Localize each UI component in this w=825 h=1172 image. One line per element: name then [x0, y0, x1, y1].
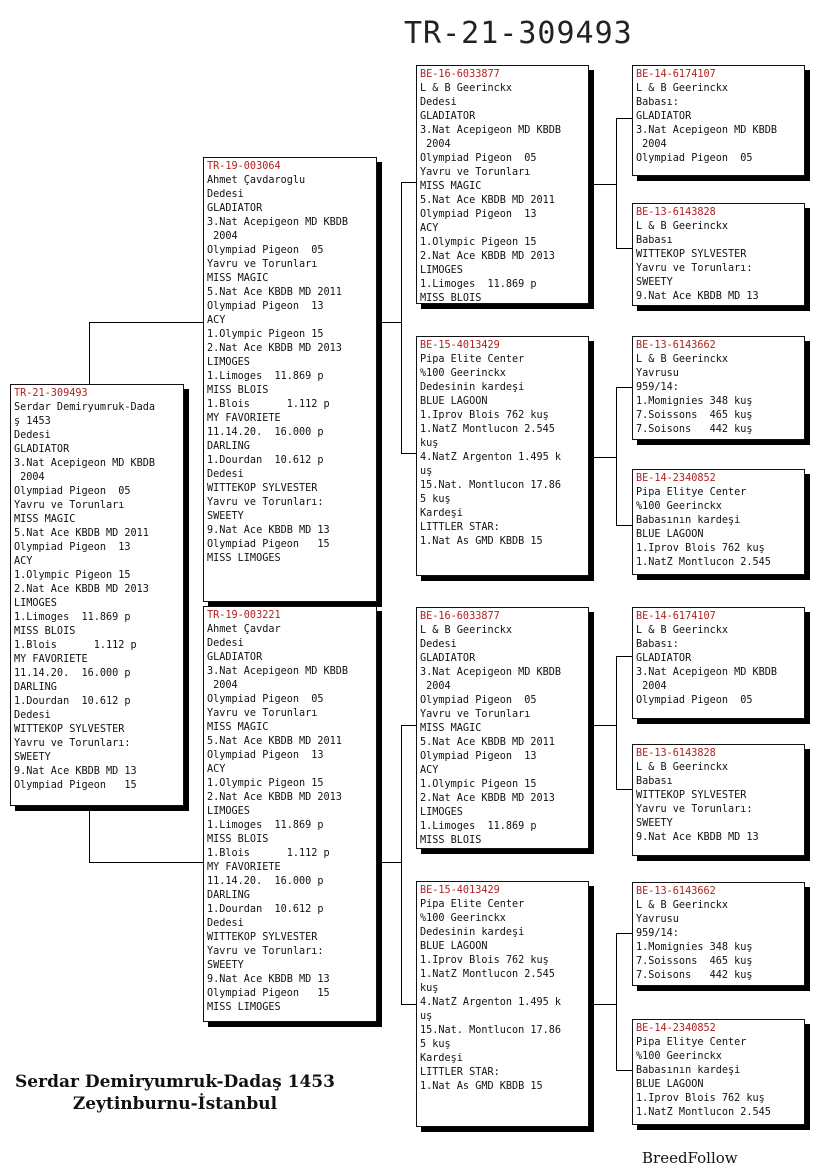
- card-text-line: 1.Dourdan 10.612 p: [207, 455, 324, 466]
- card-text-line: Olympiad Pigeon 13: [14, 542, 131, 553]
- card-text-line: 9.Nat Ace KBDB MD 13: [636, 291, 759, 302]
- card-text-line: Olympiad Pigeon 05: [420, 153, 537, 164]
- card-text-line: 3.Nat Acepigeon MD KBDB: [207, 217, 349, 228]
- card-text-line: 11.14.20. 16.000 p: [207, 427, 324, 438]
- card-text-line: SWEETY: [636, 818, 673, 829]
- card-text-line: Olympiad Pigeon 13: [207, 750, 324, 761]
- card-text-line: GLADIATOR: [14, 444, 70, 455]
- ring-number: BE-15-4013429: [420, 885, 500, 896]
- card-text-line: 2.Nat Ace KBDB MD 2013: [420, 251, 555, 262]
- card-text-line: 2004: [636, 139, 667, 150]
- card-text-line: 3.Nat Acepigeon MD KBDB: [14, 458, 156, 469]
- card-text-line: MY FAVORIETE: [207, 862, 281, 873]
- sire-card[interactable]: [203, 157, 377, 602]
- card-text-line: BLUE LAGOON: [636, 529, 704, 540]
- card-text-line: L & B Geerinckx: [420, 625, 513, 636]
- card-text-line: 9.Nat Ace KBDB MD 13: [207, 525, 330, 536]
- card-text-line: Olympiad Pigeon 15: [207, 988, 330, 999]
- card-text-line: Pipa Elitye Center: [636, 1037, 747, 1048]
- card-text-line: 1.Nat As GMD KBDB 15: [420, 1081, 543, 1092]
- card-text-line: kuş: [420, 983, 439, 994]
- card-text-line: 1.Limoges 11.869 p: [207, 371, 324, 382]
- connector-line: [589, 725, 617, 726]
- card-text-line: SWEETY: [636, 277, 673, 288]
- card-text-line: SWEETY: [207, 960, 244, 971]
- card-text-line: LIMOGES: [207, 357, 250, 368]
- card-text-line: Dedesi: [207, 918, 244, 929]
- card-text-line: 11.14.20. 16.000 p: [14, 668, 131, 679]
- card-text-line: 1.Limoges 11.869 p: [14, 612, 131, 623]
- card-text-line: MY FAVORIETE: [207, 413, 281, 424]
- great-grandparent-card[interactable]: [632, 203, 805, 306]
- card-text-line: SWEETY: [207, 511, 244, 522]
- card-text-line: Kardeşi: [420, 1053, 463, 1064]
- card-text-line: Yavru ve Torunları: [207, 708, 318, 719]
- card-text-line: 9.Nat Ace KBDB MD 13: [207, 974, 330, 985]
- connector-line: [401, 453, 417, 454]
- owner-line-1: Serdar Demiryumruk-Dadaş 1453: [15, 1072, 335, 1092]
- card-text-line: Yavru ve Torunları:: [207, 946, 324, 957]
- card-text-line: Yavru ve Torunları:: [636, 263, 753, 274]
- card-text-line: LIMOGES: [14, 598, 57, 609]
- card-text-line: 1.Iprov Blois 762 kuş: [420, 410, 549, 421]
- ring-number: TR-19-003064: [207, 161, 281, 172]
- card-text-line: BLUE LAGOON: [636, 1079, 704, 1090]
- connector-line: [616, 248, 632, 249]
- connector-line: [616, 118, 617, 249]
- great-grandparent-card[interactable]: [632, 882, 805, 986]
- sire-dam-card[interactable]: [416, 336, 589, 576]
- card-text-line: Yavru ve Torunları: [420, 167, 531, 178]
- card-text-line: LITTLER STAR:: [420, 522, 500, 533]
- connector-line: [401, 182, 402, 454]
- connector-line: [616, 525, 632, 526]
- card-text-line: L & B Geerinckx: [636, 900, 729, 911]
- card-text-line: uş: [420, 466, 433, 477]
- card-text-line: LIMOGES: [420, 807, 463, 818]
- card-text-line: ACY: [420, 223, 439, 234]
- connector-line: [401, 1004, 417, 1005]
- card-text-line: L & B Geerinckx: [636, 83, 729, 94]
- card-text-line: Yavrusu: [636, 368, 679, 379]
- card-text-line: 7.Soisons 442 kuş: [636, 424, 753, 435]
- card-text-line: Yavru ve Torunları:: [636, 804, 753, 815]
- card-text-line: Olympiad Pigeon 15: [207, 539, 330, 550]
- card-text-line: ş 1453: [14, 416, 51, 427]
- card-text-line: 1.Olympic Pigeon 15: [420, 237, 537, 248]
- card-text-line: 2.Nat Ace KBDB MD 2013: [420, 793, 555, 804]
- card-text-line: 1.Blois 1.112 p: [207, 848, 330, 859]
- card-text-line: 1.Iprov Blois 762 kuş: [636, 1093, 765, 1104]
- ring-number: BE-14-6174107: [636, 611, 716, 622]
- card-text-line: LITTLER STAR:: [420, 1067, 500, 1078]
- card-text-line: DARLING: [14, 682, 57, 693]
- card-text-line: 1.NatZ Montlucon 2.545: [636, 557, 771, 568]
- card-text-line: MISS BLOIS: [420, 293, 482, 304]
- card-text-line: L & B Geerinckx: [636, 354, 729, 365]
- card-text-line: 1.Blois 1.112 p: [207, 399, 330, 410]
- card-text-line: MISS BLOIS: [207, 834, 269, 845]
- card-text-line: GLADIATOR: [636, 111, 692, 122]
- card-text-line: 2.Nat Ace KBDB MD 2013: [207, 792, 342, 803]
- card-text-line: Dedesinin kardeşi: [420, 382, 525, 393]
- card-text-line: 5.Nat Ace KBDB MD 2011: [207, 736, 342, 747]
- ring-number: BE-14-6174107: [636, 69, 716, 80]
- card-text-line: 1.Nat As GMD KBDB 15: [420, 536, 543, 547]
- ring-number: BE-16-6033877: [420, 611, 500, 622]
- card-text-line: 1.Iprov Blois 762 kuş: [420, 955, 549, 966]
- card-text-line: 1.NatZ Montlucon 2.545: [420, 424, 555, 435]
- card-text-line: ACY: [207, 764, 226, 775]
- card-text-line: DARLING: [207, 441, 250, 452]
- card-text-line: ACY: [14, 556, 33, 567]
- card-text-line: Serdar Demiryumruk-Dada: [14, 402, 156, 413]
- card-text-line: MISS BLOIS: [207, 385, 269, 396]
- sire-sire-card[interactable]: [416, 65, 589, 304]
- card-text-line: Olympiad Pigeon 13: [420, 209, 537, 220]
- connector-line: [616, 933, 617, 1071]
- card-text-line: MISS BLOIS: [14, 626, 76, 637]
- card-text-line: %100 Geerinckx: [636, 501, 722, 512]
- dam-card[interactable]: [203, 606, 377, 1022]
- card-text-line: Dedesi: [207, 189, 244, 200]
- card-text-line: 1.Olympic Pigeon 15: [420, 779, 537, 790]
- great-grandparent-card[interactable]: [632, 336, 805, 440]
- card-text-line: 2004: [636, 681, 667, 692]
- card-text-line: L & B Geerinckx: [420, 83, 513, 94]
- card-text-line: 9.Nat Ace KBDB MD 13: [14, 766, 137, 777]
- card-text-line: WITTEKOP SYLVESTER: [636, 249, 747, 260]
- card-text-line: Olympiad Pigeon 05: [420, 695, 537, 706]
- card-text-line: 15.Nat. Montlucon 17.86: [420, 480, 562, 491]
- card-text-line: 5 kuş: [420, 1039, 451, 1050]
- card-text-line: Pipa Elitye Center: [636, 487, 747, 498]
- card-text-line: 2004: [14, 472, 45, 483]
- card-text-line: Dedesi: [420, 97, 457, 108]
- card-text-line: 5.Nat Ace KBDB MD 2011: [207, 287, 342, 298]
- card-text-line: %100 Geerinckx: [420, 913, 506, 924]
- connector-line: [616, 387, 617, 526]
- card-text-line: GLADIATOR: [207, 203, 263, 214]
- card-text-line: WITTEKOP SYLVESTER: [207, 932, 318, 943]
- card-text-line: Dedesinin kardeşi: [420, 927, 525, 938]
- card-text-line: 9.Nat Ace KBDB MD 13: [636, 832, 759, 843]
- card-text-line: MISS MAGIC: [14, 514, 76, 525]
- connector-line: [616, 933, 632, 934]
- card-text-line: MISS MAGIC: [420, 181, 482, 192]
- card-text-line: LIMOGES: [420, 265, 463, 276]
- card-text-line: 1.Iprov Blois 762 kuş: [636, 543, 765, 554]
- ring-number: BE-15-4013429: [420, 340, 500, 351]
- card-text-line: 1.Limoges 11.869 p: [420, 279, 537, 290]
- card-text-line: 3.Nat Acepigeon MD KBDB: [420, 667, 562, 678]
- card-text-line: Ahmet Çavdaroglu: [207, 175, 306, 186]
- connector-line: [89, 862, 204, 863]
- ring-number: BE-14-2340852: [636, 473, 716, 484]
- connector-line: [589, 1004, 617, 1005]
- card-text-line: Ahmet Çavdar: [207, 624, 281, 635]
- card-text-line: 2.Nat Ace KBDB MD 2013: [14, 584, 149, 595]
- card-text-line: MISS LIMOGES: [207, 553, 281, 564]
- card-text-line: Babasının kardeşi: [636, 1065, 741, 1076]
- card-text-line: 5.Nat Ace KBDB MD 2011: [14, 528, 149, 539]
- card-text-line: 7.Soisons 442 kuş: [636, 970, 753, 981]
- card-text-line: 3.Nat Acepigeon MD KBDB: [207, 666, 349, 677]
- card-text-line: LIMOGES: [207, 806, 250, 817]
- connector-line: [616, 118, 632, 119]
- card-text-line: 4.NatZ Argenton 1.495 k: [420, 997, 562, 1008]
- card-text-line: WITTEKOP SYLVESTER: [14, 724, 125, 735]
- connector-line: [89, 805, 90, 863]
- great-grandparent-card[interactable]: [632, 65, 805, 176]
- card-text-line: GLADIATOR: [207, 652, 263, 663]
- card-text-line: 4.NatZ Argenton 1.495 k: [420, 452, 562, 463]
- great-grandparent-card[interactable]: [632, 1019, 805, 1125]
- card-text-line: L & B Geerinckx: [636, 221, 729, 232]
- card-text-line: Dedesi: [14, 430, 51, 441]
- card-text-line: BLUE LAGOON: [420, 941, 488, 952]
- card-text-line: 1.Momignies 348 kuş: [636, 942, 753, 953]
- card-text-line: Olympiad Pigeon 05: [207, 245, 324, 256]
- card-text-line: MISS LIMOGES: [207, 1002, 281, 1013]
- card-text-line: Yavru ve Torunları: [14, 500, 125, 511]
- connector-line: [377, 862, 402, 863]
- card-text-line: 1.Dourdan 10.612 p: [14, 696, 131, 707]
- brand-label: BreedFollow: [642, 1149, 738, 1167]
- card-text-line: 15.Nat. Montlucon 17.86: [420, 1025, 562, 1036]
- connector-line: [616, 656, 632, 657]
- card-text-line: 5.Nat Ace KBDB MD 2011: [420, 737, 555, 748]
- card-text-line: GLADIATOR: [420, 653, 476, 664]
- pedigree-title: TR-21-309493: [404, 16, 633, 51]
- subject-card[interactable]: [10, 384, 184, 806]
- card-text-line: 1.NatZ Montlucon 2.545: [636, 1107, 771, 1118]
- card-text-line: kuş: [420, 438, 439, 449]
- card-text-line: MISS MAGIC: [420, 723, 482, 734]
- card-text-line: Pipa Elite Center: [420, 899, 525, 910]
- connector-line: [589, 457, 617, 458]
- card-text-line: Yavru ve Torunları:: [207, 497, 324, 508]
- card-text-line: 3.Nat Acepigeon MD KBDB: [636, 667, 778, 678]
- card-text-line: Olympiad Pigeon 05: [14, 486, 131, 497]
- connector-line: [616, 789, 632, 790]
- card-text-line: 959/14:: [636, 382, 679, 393]
- connector-line: [401, 725, 402, 1005]
- card-text-line: 5 kuş: [420, 494, 451, 505]
- card-text-line: 959/14:: [636, 928, 679, 939]
- ring-number: TR-21-309493: [14, 388, 88, 399]
- card-text-line: 5.Nat Ace KBDB MD 2011: [420, 195, 555, 206]
- card-text-line: 2.Nat Ace KBDB MD 2013: [207, 343, 342, 354]
- card-text-line: DARLING: [207, 890, 250, 901]
- card-text-line: WITTEKOP SYLVESTER: [636, 790, 747, 801]
- card-text-line: 1.Limoges 11.869 p: [420, 821, 537, 832]
- connector-line: [401, 182, 417, 183]
- owner-line-2: Zeytinburnu-İstanbul: [72, 1094, 278, 1114]
- dam-dam-card[interactable]: [416, 881, 589, 1127]
- connector-line: [616, 387, 632, 388]
- card-text-line: L & B Geerinckx: [636, 762, 729, 773]
- card-text-line: Babası: [636, 235, 673, 246]
- card-text-line: MY FAVORIETE: [14, 654, 88, 665]
- ring-number: BE-14-2340852: [636, 1023, 716, 1034]
- card-text-line: Dedesi: [14, 710, 51, 721]
- card-text-line: 1.Olympic Pigeon 15: [207, 778, 324, 789]
- card-text-line: uş: [420, 1011, 433, 1022]
- card-text-line: Olympiad Pigeon 05: [636, 695, 753, 706]
- card-text-line: 1.Momignies 348 kuş: [636, 396, 753, 407]
- card-text-line: 2004: [420, 681, 451, 692]
- card-text-line: Dedesi: [207, 469, 244, 480]
- card-text-line: Babası: [636, 776, 673, 787]
- card-text-line: Yavrusu: [636, 914, 679, 925]
- card-text-line: MISS BLOIS: [420, 835, 482, 846]
- connector-line: [89, 322, 90, 384]
- connector-line: [616, 1070, 632, 1071]
- card-text-line: ACY: [420, 765, 439, 776]
- card-text-line: WITTEKOP SYLVESTER: [207, 483, 318, 494]
- card-text-line: Olympiad Pigeon 13: [420, 751, 537, 762]
- card-text-line: 11.14.20. 16.000 p: [207, 876, 324, 887]
- connector-line: [589, 184, 617, 185]
- card-text-line: Babası:: [636, 97, 679, 108]
- card-text-line: Yavru ve Torunları: [420, 709, 531, 720]
- connector-line: [89, 322, 204, 323]
- card-text-line: %100 Geerinckx: [420, 368, 506, 379]
- card-text-line: 1.Olympic Pigeon 15: [14, 570, 131, 581]
- card-text-line: 1.Olympic Pigeon 15: [207, 329, 324, 340]
- card-text-line: Pipa Elite Center: [420, 354, 525, 365]
- great-grandparent-card[interactable]: [632, 607, 805, 719]
- card-text-line: GLADIATOR: [420, 111, 476, 122]
- card-text-line: Olympiad Pigeon 05: [207, 694, 324, 705]
- great-grandparent-card[interactable]: [632, 744, 805, 856]
- connector-line: [401, 725, 417, 726]
- card-text-line: 1.Limoges 11.869 p: [207, 820, 324, 831]
- card-text-line: L & B Geerinckx: [636, 625, 729, 636]
- connector-line: [377, 322, 402, 323]
- card-text-line: 3.Nat Acepigeon MD KBDB: [636, 125, 778, 136]
- ring-number: BE-13-6143662: [636, 340, 716, 351]
- card-text-line: Yavru ve Torunları:: [14, 738, 131, 749]
- dam-sire-card[interactable]: [416, 607, 589, 849]
- card-text-line: Dedesi: [420, 639, 457, 650]
- connector-line: [616, 656, 617, 790]
- card-text-line: 1.Dourdan 10.612 p: [207, 904, 324, 915]
- card-text-line: Babasının kardeşi: [636, 515, 741, 526]
- card-text-line: Dedesi: [207, 638, 244, 649]
- card-text-line: SWEETY: [14, 752, 51, 763]
- card-text-line: MISS MAGIC: [207, 722, 269, 733]
- card-text-line: Olympiad Pigeon 05: [636, 153, 753, 164]
- card-text-line: 2004: [207, 231, 238, 242]
- card-text-line: Babası:: [636, 639, 679, 650]
- card-text-line: Kardeşi: [420, 508, 463, 519]
- card-text-line: 2004: [420, 139, 451, 150]
- card-text-line: ACY: [207, 315, 226, 326]
- ring-number: TR-19-003221: [207, 610, 281, 621]
- ring-number: BE-13-6143662: [636, 886, 716, 897]
- card-text-line: MISS MAGIC: [207, 273, 269, 284]
- card-text-line: BLUE LAGOON: [420, 396, 488, 407]
- card-text-line: Olympiad Pigeon 13: [207, 301, 324, 312]
- card-text-line: 3.Nat Acepigeon MD KBDB: [420, 125, 562, 136]
- ring-number: BE-13-6143828: [636, 207, 716, 218]
- card-text-line: %100 Geerinckx: [636, 1051, 722, 1062]
- card-text-line: 1.Blois 1.112 p: [14, 640, 137, 651]
- card-text-line: Olympiad Pigeon 15: [14, 780, 137, 791]
- ring-number: BE-16-6033877: [420, 69, 500, 80]
- card-text-line: Yavru ve Torunları: [207, 259, 318, 270]
- ring-number: BE-13-6143828: [636, 748, 716, 759]
- card-text-line: 1.NatZ Montlucon 2.545: [420, 969, 555, 980]
- great-grandparent-card[interactable]: [632, 469, 805, 575]
- card-text-line: 7.Soissons 465 kuş: [636, 956, 753, 967]
- card-text-line: 2004: [207, 680, 238, 691]
- card-text-line: GLADIATOR: [636, 653, 692, 664]
- card-text-line: 7.Soissons 465 kuş: [636, 410, 753, 421]
